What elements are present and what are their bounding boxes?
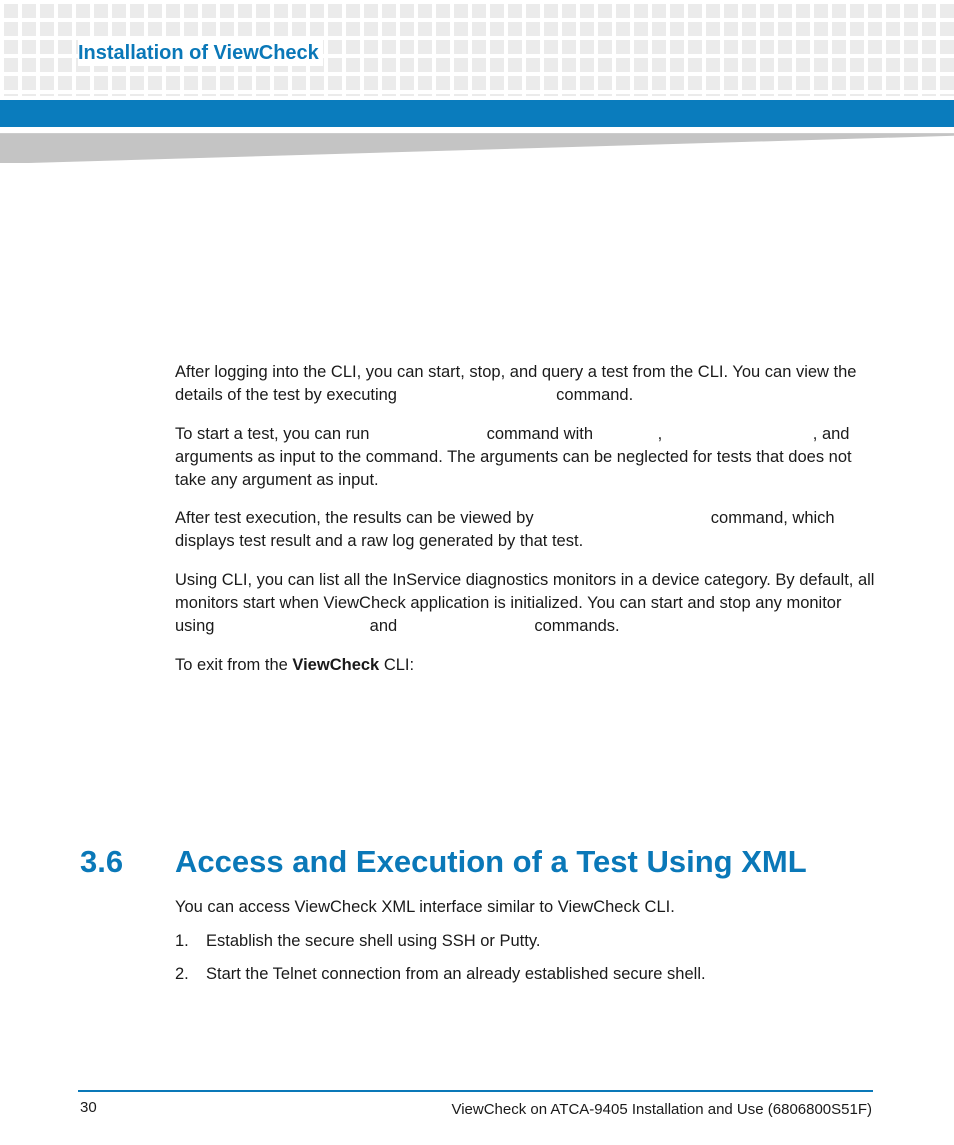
paragraph-cli-overview — [175, 361, 875, 407]
p5-text-b: CLI: — [383, 656, 415, 674]
p5-text-a: To exit from the — [175, 656, 288, 674]
paragraph-exit-cli — [175, 654, 875, 677]
p2-text-b: command with — [486, 425, 593, 443]
footer-doc-title: ViewCheck on ATCA-9405 Installation and Use (6806800S51F) — [451, 1101, 872, 1118]
list-item-number: 1. — [175, 932, 189, 950]
list-item — [175, 930, 875, 953]
page-number: 30 — [80, 1099, 97, 1116]
p5-bold-viewcheck: ViewCheck — [292, 656, 380, 674]
p2-text-d: , and arguments as input to the command. The arguments can be neglected for tests that does not take any argument as input. — [175, 425, 852, 489]
p4-text-c: commands. — [534, 617, 620, 635]
section-intro: You can access ViewCheck XML interface similar to ViewCheck CLI. — [175, 898, 675, 916]
list-item-number: 2. — [175, 965, 189, 983]
section-number: 3.6 — [80, 844, 124, 879]
paragraph-test-results — [175, 507, 875, 553]
list-item-text: Establish the secure shell using SSH or Putty. — [206, 932, 541, 950]
p1-text-a: After logging into the CLI, you can start, stop, and query a test from the CLI. You can view the details of the test by executing — [175, 363, 857, 404]
section-title: Access and Execution of a Test Using XML — [175, 844, 807, 879]
p1-text-b: command. — [556, 386, 634, 404]
p3-text-b: command, which displays test result and a raw log generated by that test. — [175, 509, 835, 550]
p4-text-b: and — [369, 617, 398, 635]
paragraph-monitors — [175, 569, 875, 638]
paragraph-start-test — [175, 423, 875, 492]
header-gray-wedge — [0, 129, 954, 163]
p2-text-c: , — [657, 425, 663, 443]
list-item-text: Start the Telnet connection from an already established secure shell. — [206, 965, 706, 983]
list-item — [175, 963, 875, 986]
running-header-title: Installation of ViewCheck — [78, 40, 323, 66]
p2-text-a: To start a test, you can run — [175, 425, 370, 443]
footer-rule — [78, 1090, 873, 1092]
p3-text-a: After test execution, the results can be viewed by — [175, 509, 534, 527]
header-blue-band — [0, 100, 954, 127]
p4-text-a: Using CLI, you can list all the InService diagnostics monitors in a device category. By default, all monitors start when ViewCheck application is initialized. You can start and stop any monitor using — [175, 571, 875, 635]
